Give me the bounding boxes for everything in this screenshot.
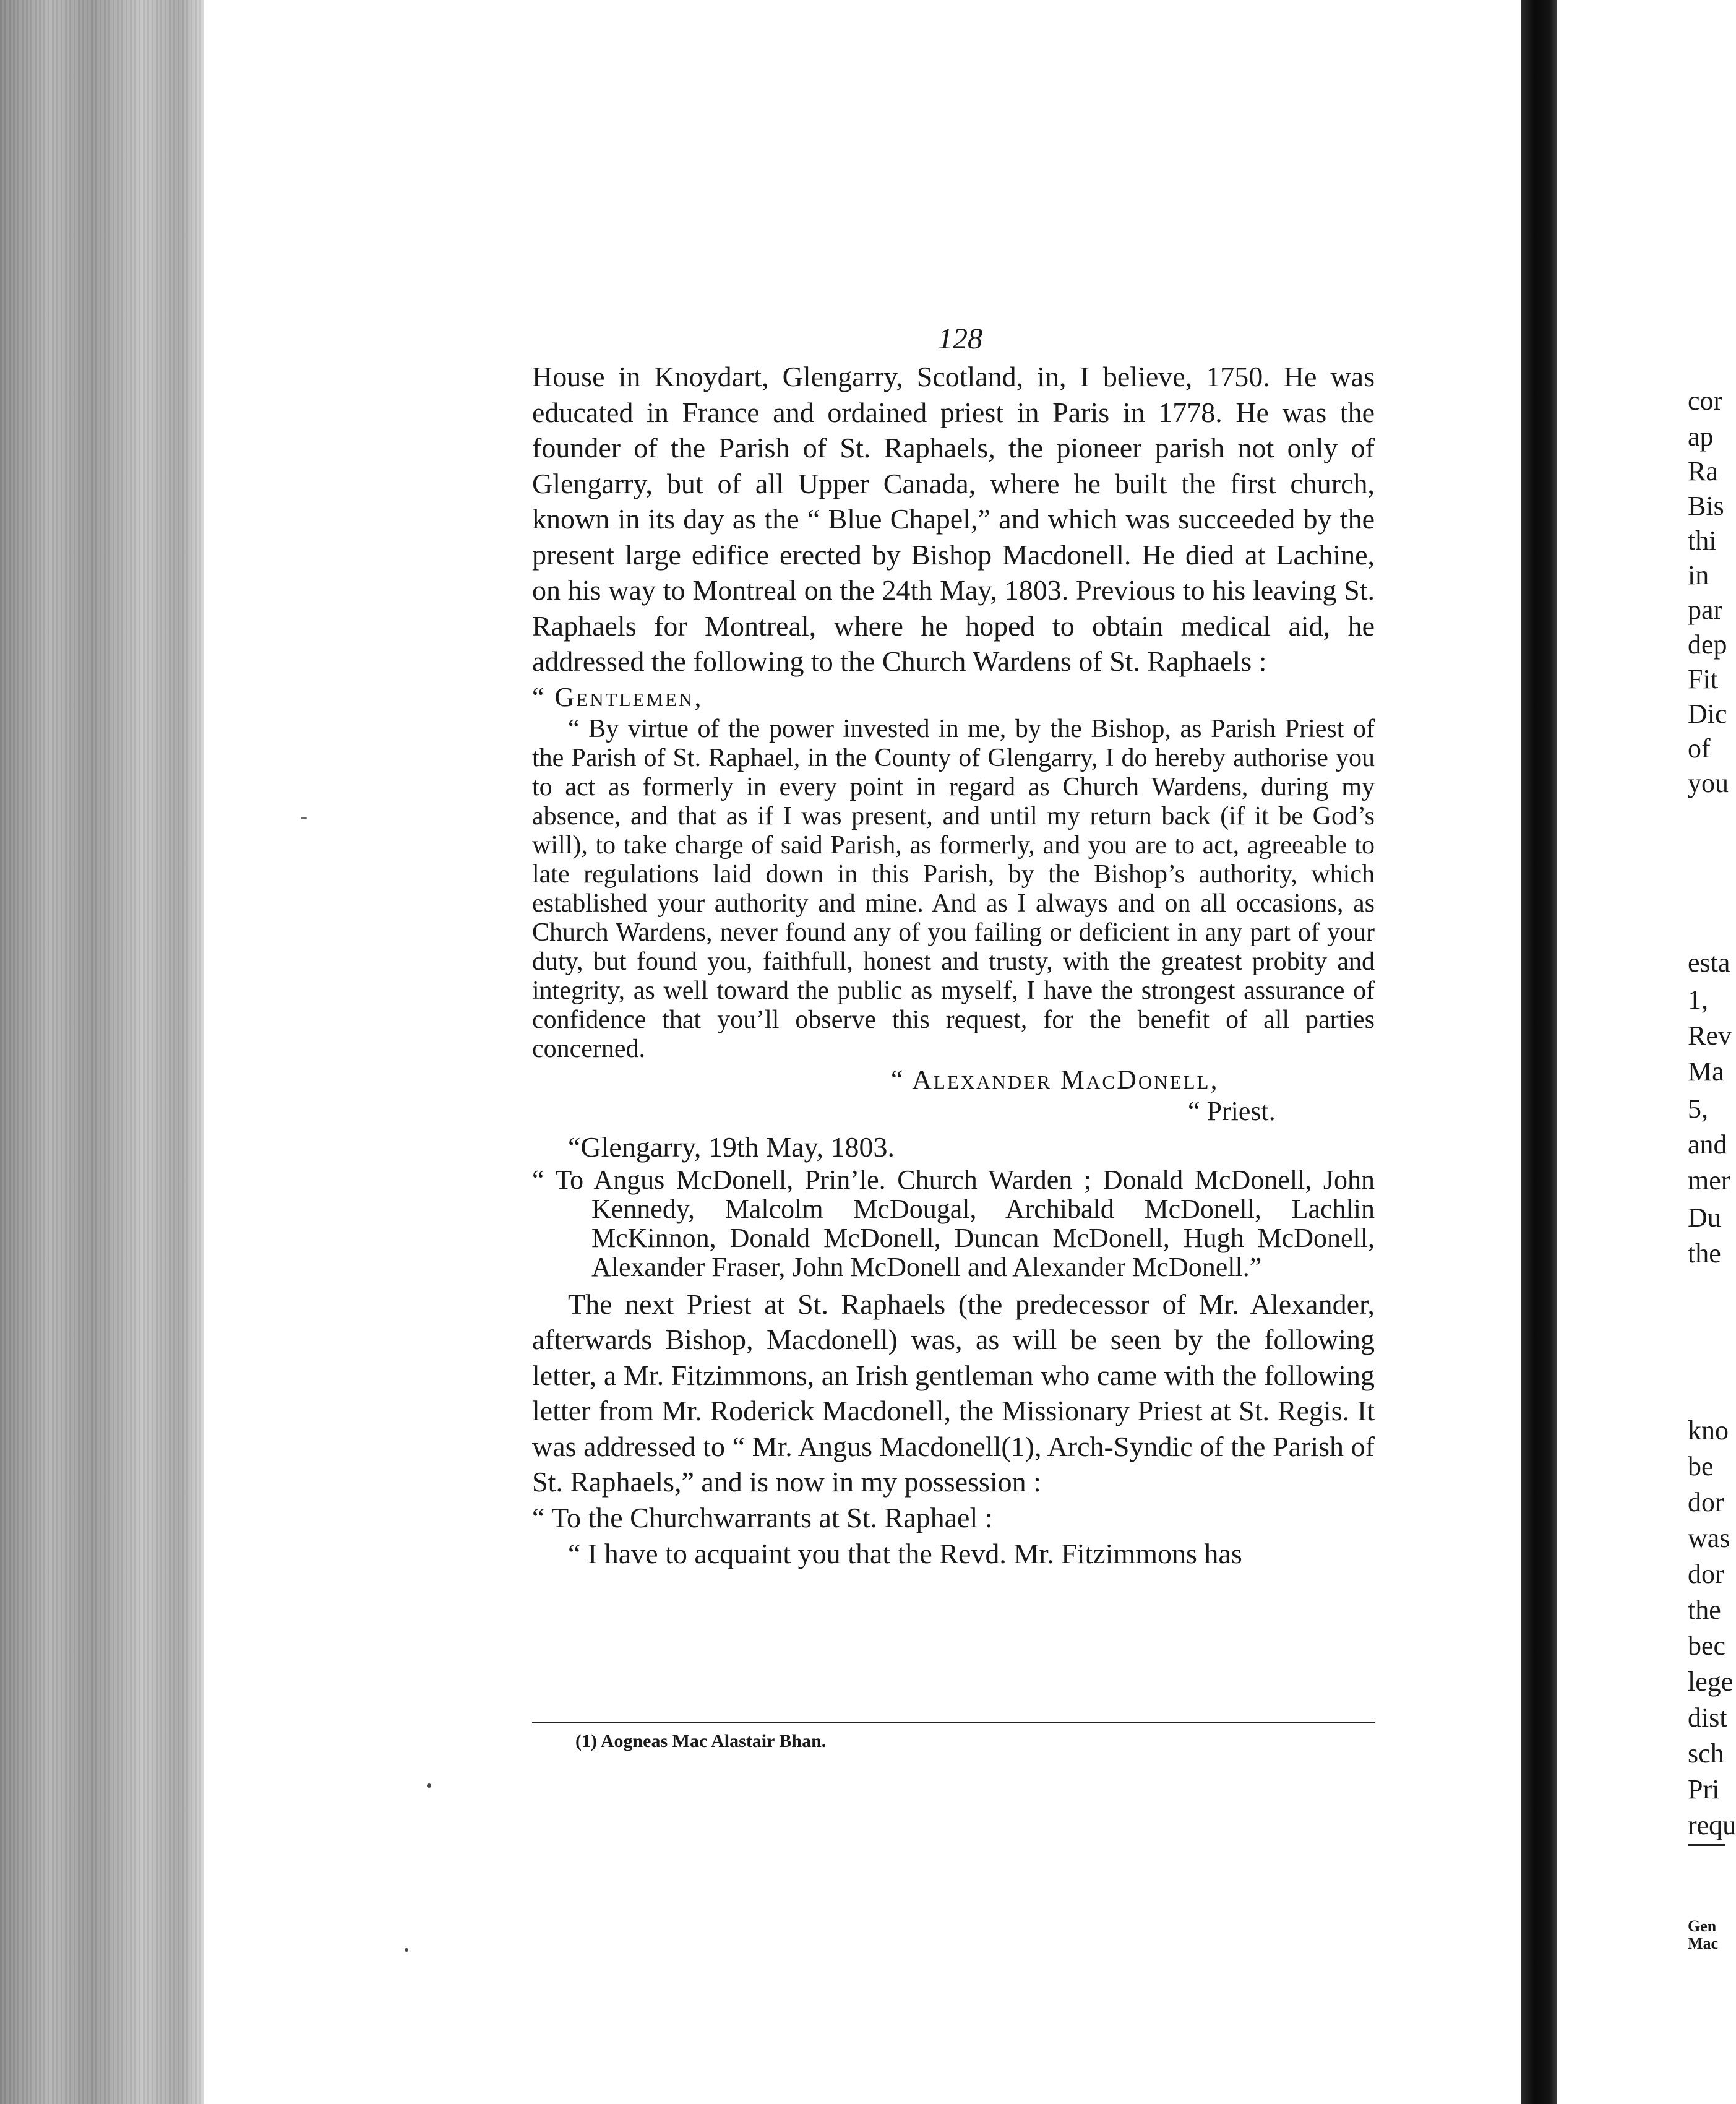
facing-page-fragment: the — [1688, 1595, 1721, 1625]
facing-page-fragment: was — [1688, 1523, 1730, 1553]
facing-page-fragment: kno — [1688, 1415, 1729, 1446]
facing-page-fragment: in — [1688, 560, 1709, 590]
facing-page-fragment: 1, — [1688, 985, 1708, 1015]
facing-page-fragment: esta — [1688, 947, 1730, 978]
facing-page-fragment: Bis — [1688, 491, 1724, 521]
facing-page-footnote-fragment: Gen — [1688, 1917, 1717, 1935]
book-gutter — [1521, 0, 1557, 2104]
opening-paragraph: House in Knoydart, Glengarry, Scotland, in, I believe, 1750. He was educated in France and ordained priest in Paris in 1778. He was the founder of the Parish of St. Raphaels, the pioneer parish not only of Glengarry, but of all Upper Canada, where he built the first church, known in its day as the “ Blue Chapel,” and which was succeeded by the present large edifice erected by Bishop Macdonell. He died at Lachine, on his way to Montreal on the 24th May, 1803. Previous to his leaving St. Raphaels for Montreal, where he hoped to obtain medical aid, he addressed the following to the Church Wardens of St. Raphaels : — [532, 361, 1375, 677]
facing-page-fragment: dist — [1688, 1702, 1727, 1733]
facing-page-fragment: Dic — [1688, 699, 1727, 729]
facing-page-fragment: mer — [1688, 1165, 1730, 1196]
scan-speck — [301, 817, 307, 819]
facing-page-fragment: 5, — [1688, 1093, 1708, 1124]
letter-salutation: “ Gentlemen, — [532, 681, 703, 712]
facing-page-fragment: the — [1688, 1238, 1721, 1269]
facing-page-fragment: Rev — [1688, 1020, 1732, 1051]
facing-page-fragment: dor — [1688, 1559, 1724, 1589]
second-letter-first-line: “ I have to acquaint you that the Revd. Mr. Fitzimmons has — [568, 1537, 1242, 1569]
facing-page-fragment: Ra — [1688, 456, 1718, 486]
book-page-edge — [0, 0, 204, 2104]
letter-address: “ To Angus McDonell, Prin’le. Church Warden ; Donald McDonell, John Kennedy, Malcolm McDougal, Archibald McDonell, Lachlin McKinnon, Donald McDonell, Duncan McDonell, Hugh McDonell, Alexander Fraser, John McDonell and Alexander McDonell.” — [532, 1164, 1375, 1282]
facing-page-fragment: cor — [1688, 386, 1723, 416]
second-letter-salutation: “ To the Churchwarrants at St. Raphael : — [532, 1501, 993, 1533]
facing-page-fragment: Ma — [1688, 1056, 1724, 1087]
facing-page-fragment: of — [1688, 733, 1711, 764]
facing-page-fragment: ap — [1688, 421, 1714, 452]
facing-page-rule — [1688, 1844, 1725, 1846]
letter-signature: “ Alexander MacDonell, — [891, 1064, 1219, 1095]
footnote: (1) Aogneas Mac Alastair Bhan. — [575, 1731, 827, 1751]
facing-page-fragment: par — [1688, 595, 1723, 625]
facing-page-fragment: dep — [1688, 629, 1727, 660]
facing-page-fragment: Fit — [1688, 664, 1718, 694]
facing-page-fragment: Du — [1688, 1202, 1721, 1233]
facing-page-fragment: and — [1688, 1129, 1727, 1160]
letter-body: “ By virtue of the power invested in me, by the Bishop, as Parish Priest of the Parish of St. Raphael, in the County of Glengarry, I do hereby authorise you to act as formerly in every point in regard as Church Wardens, during my absence, and that as if I was present, and until my return back (if it be God’s will), to take charge of said Parish, as formerly, and you are to act, agreeable to late regulations laid down in this Parish, by the Bishop’s authority, which established your authority and mine. And as I always and on all occasions, as Church Wardens, never found any of you failing or deficient in any part of your duty, but found you, faithfull, honest and trusty, with the greatest probity and integrity, as well toward the public as myself, I have the strongest assurance of confidence that you’ll observe this request, for the benefit of all parties concerned. — [532, 714, 1375, 1063]
facing-page-fragment: thi — [1688, 525, 1717, 556]
facing-page-fragment: lege — [1688, 1666, 1734, 1697]
facing-page-fragment: bec — [1688, 1631, 1726, 1661]
footnote-rule — [532, 1722, 1375, 1723]
second-paragraph: The next Priest at St. Raphaels (the predecessor of Mr. Alexander, afterwards Bishop, Macdonell) was, as will be seen by the following letter, a Mr. Fitzimmons, an Irish gentleman who came with the following letter from Mr. Roderick Macdonell, the Missionary Priest at St. Regis. It was addressed to “ Mr. Angus Macdonell(1), Arch-Syndic of the Parish of St. Raphaels,” and is now in my possession : — [532, 1288, 1375, 1498]
scan-speck — [427, 1783, 431, 1788]
main-text-column — [532, 359, 1375, 1572]
facing-page-fragment: Pri — [1688, 1774, 1720, 1804]
page-number: 128 — [938, 322, 982, 355]
facing-page-footnote-fragment: Mac — [1688, 1934, 1719, 1952]
facing-page-fragment: requ — [1688, 1810, 1736, 1840]
facing-page-fragment: you — [1688, 768, 1729, 798]
letter-signature-title: “ Priest. — [1188, 1095, 1276, 1126]
facing-page-fragment: dor — [1688, 1487, 1724, 1517]
letter-dateline: “Glengarry, 19th May, 1803. — [568, 1131, 895, 1163]
facing-page-fragment: be — [1688, 1451, 1714, 1481]
scan-speck — [405, 1948, 408, 1952]
facing-page-fragment: sch — [1688, 1738, 1724, 1769]
